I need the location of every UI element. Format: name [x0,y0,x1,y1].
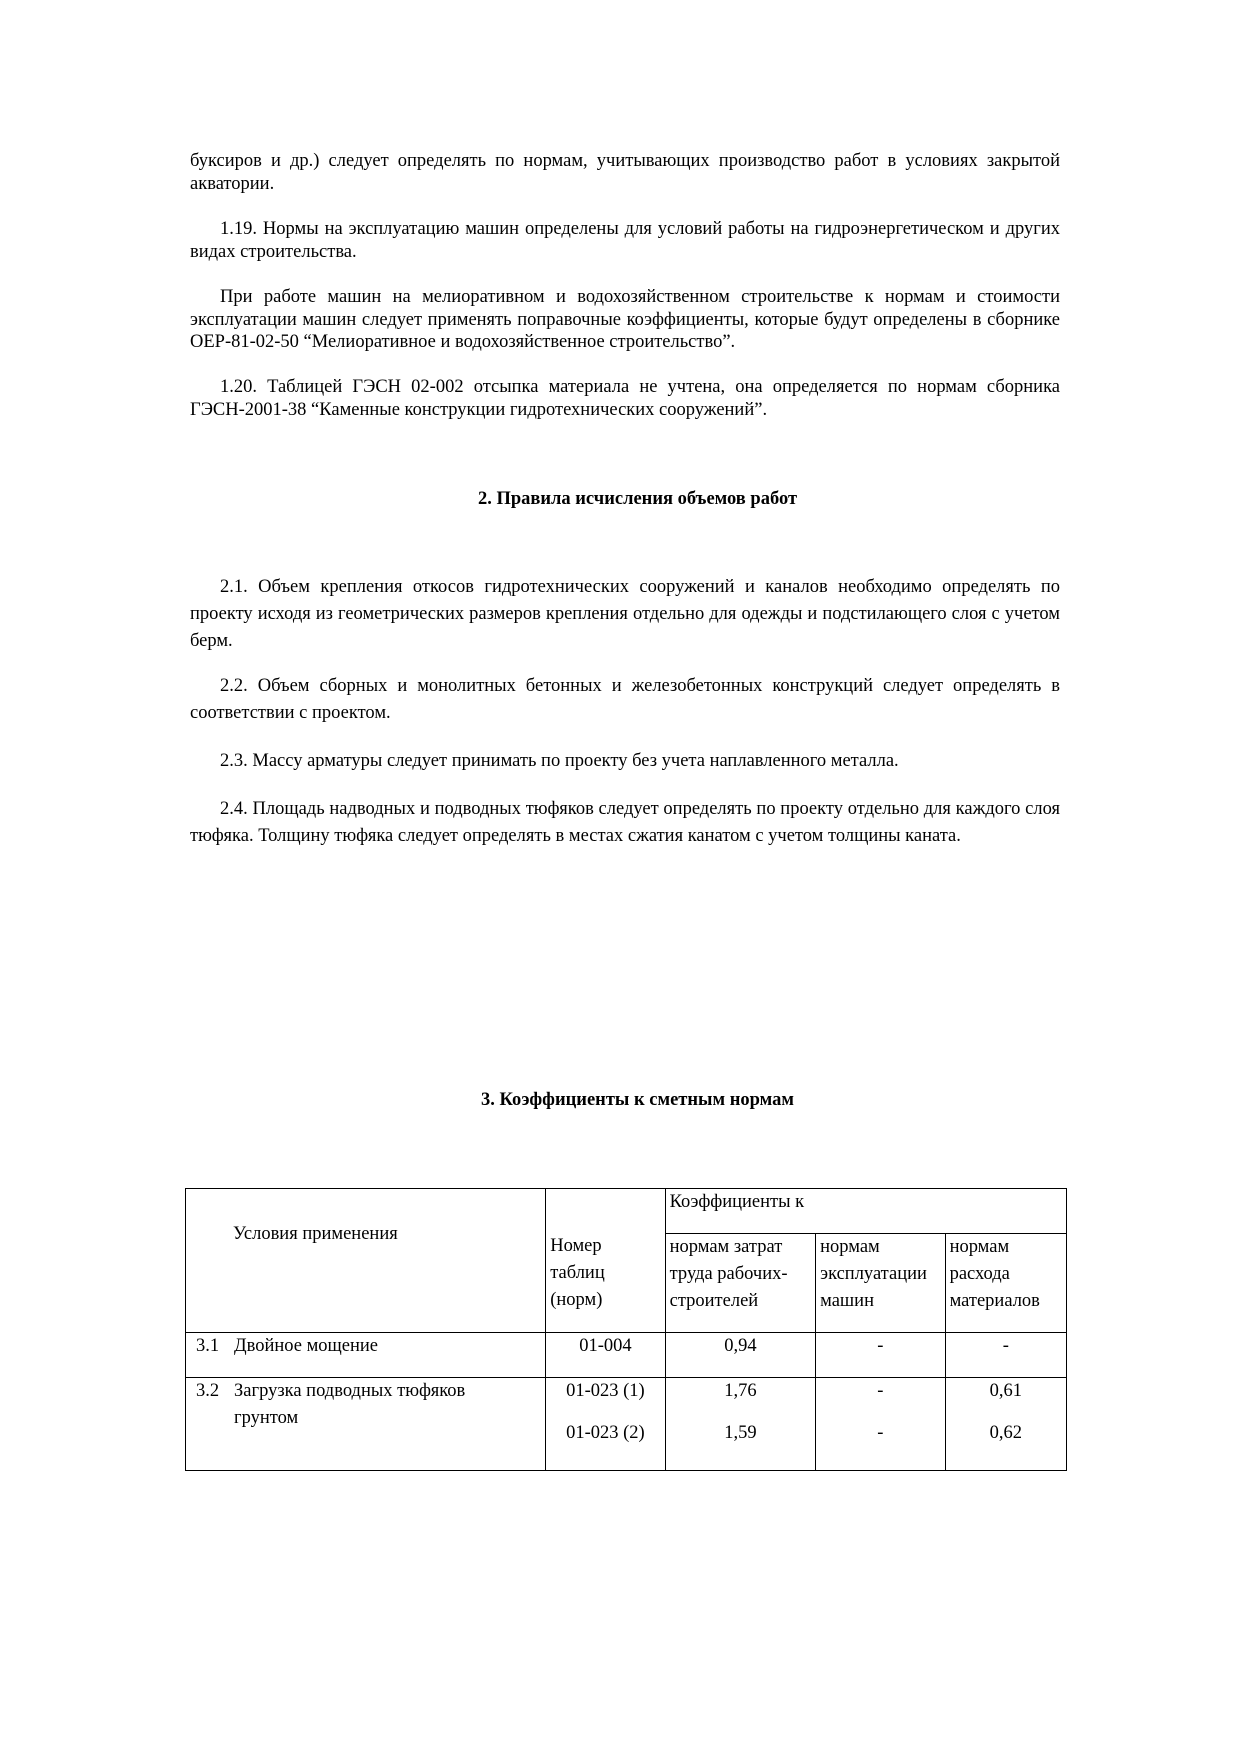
paragraph-2-1: 2.1. Объем крепления откосов гидротехнических сооружений и каналов необходимо определять по проекту исходя из геометрических размеров крепления отдельно для одежды и подстилающего слоя с учетом берм. [190,577,1060,651]
paragraph-2-3: 2.3. Массу арматуры следует принимать по проекту без учета наплавленного металла. [220,751,899,771]
paragraph-1-20: 1.20. Таблицей ГЭСН 02-002 отсыпка материала не учтена, она определяется по нормам сборника ГЭСН-2001-38 “Каменные конструкции гидротехнических сооружений”. [190,377,1060,420]
row-condition: Двойное мощение [234,1336,379,1356]
paragraph-machines-coefficients: При работе машин на мелиоративном и водохозяйственном строительстве к нормам и стоимости эксплуатации машин следует применять поправочные коэффициенты, которые будут определены в сборнике ОЕР-81-02-50 “Мелиоративное и водохозяйственное строительство”. [190,287,1060,352]
row-machines: - [816,1333,945,1378]
paragraph-2-4: 2.4. Площадь надводных и подводных тюфяков следует определять по проекту отдельно для каждого слоя тюфяка. Толщину тюфяка следует определять в местах сжатия канатом с учетом толщины каната. [190,799,1060,846]
row-condition: Загрузка подводных тюфяков грунтом [234,1381,466,1428]
row-condition-cell [186,1333,546,1378]
table-header-row [186,1189,1067,1234]
row-materials: - [945,1333,1066,1378]
row-table-number: 01-023 (1) 01-023 (2) [546,1378,665,1471]
header-conditions: Условия применения [186,1189,546,1333]
row-condition-cell [186,1378,546,1471]
header-coef-group: Коэффициенты к [665,1189,1066,1234]
row-machines: - - [816,1378,945,1471]
coefficients-table [185,1188,1067,1471]
header-machines: нормам эксплуатации машин [816,1234,945,1333]
row-number: 3.1 [196,1336,220,1356]
section-3-title: 3. Коэффициенты к сметным нормам [481,1090,794,1110]
row-labor: 1,76 1,59 [665,1378,816,1471]
header-labor: нормам затрат труда рабочих- строителей [665,1234,816,1333]
paragraph-2-2: 2.2. Объем сборных и монолитных бетонных и железобетонных конструкций следует определять в соответствии с проектом. [190,676,1060,723]
table-row [186,1378,1067,1471]
section-2-title: 2. Правила исчисления объемов работ [477,489,798,509]
row-materials: 0,61 0,62 [945,1378,1066,1471]
header-table-number: Номер таблиц (норм) [546,1189,665,1333]
paragraph-continuation: буксиров и др.) следует определять по нормам, учитывающих производство работ в условиях закрытой акватории. [190,151,1060,194]
paragraph-1-19: 1.19. Нормы на эксплуатацию машин определены для условий работы на гидроэнергетическом и других видах строительства. [190,219,1060,262]
table-row [186,1333,1067,1378]
row-table-number: 01-004 [546,1333,665,1378]
header-materials: нормам расхода материалов [945,1234,1066,1333]
row-labor: 0,94 [665,1333,816,1378]
row-number: 3.2 [196,1381,220,1401]
